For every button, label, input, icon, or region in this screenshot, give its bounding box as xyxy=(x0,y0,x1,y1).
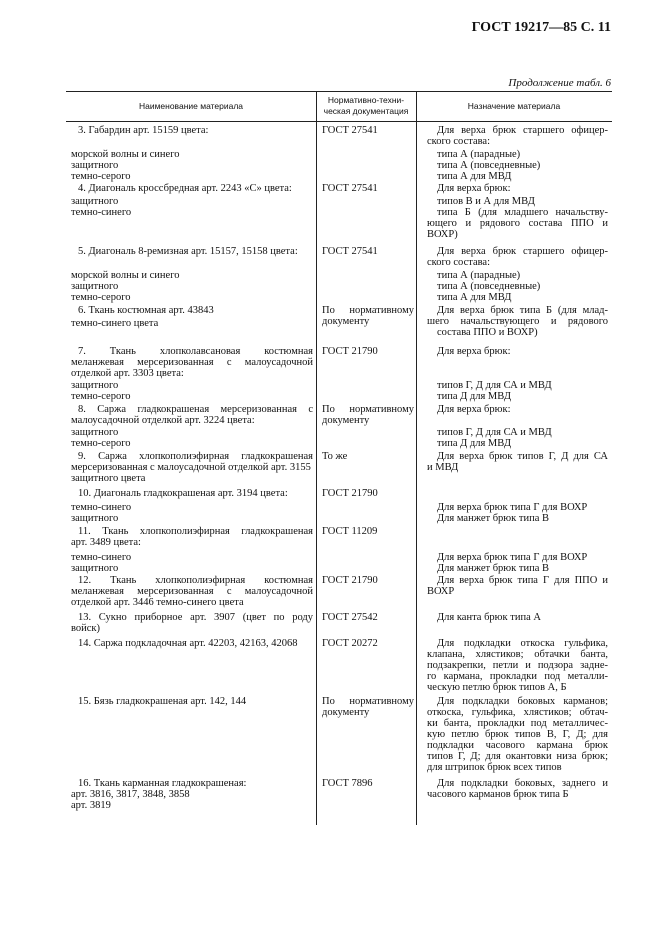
purpose-cell: ческую петлю брюк типов А, Б xyxy=(427,682,567,693)
purpose-cell: Для подкладки боковых, заднего и xyxy=(437,778,608,789)
material-cell: морской волны и синего xyxy=(71,149,180,160)
material-cell: 13. Сукно приборное арт. 3907 (цвет по роду xyxy=(78,612,313,623)
material-cell: защитного xyxy=(71,563,119,574)
documentation-cell: ГОСТ 20272 xyxy=(322,638,378,649)
material-cell: меланжевая мерсеризованная с малоусадочной xyxy=(71,357,313,368)
material-cell: темно-серого xyxy=(71,171,131,182)
purpose-cell: типа А (парадные) xyxy=(437,270,521,281)
purpose-cell: Для верха брюк типа Б (для млад- xyxy=(437,305,608,316)
material-cell: защитного цвета xyxy=(71,473,146,484)
material-cell: 8. Саржа гладкокрашеная мерсеризованная с xyxy=(78,404,313,415)
material-cell: 3. Габардин арт. 15159 цвета: xyxy=(78,125,209,136)
material-cell: темно-синего xyxy=(71,552,132,563)
purpose-cell: Для верха брюк старшего офицер- xyxy=(437,246,608,257)
purpose-cell: типа А для МВД xyxy=(437,292,512,303)
material-cell: 12. Ткань хлопкополиэфирная костюмная xyxy=(78,575,313,586)
purpose-cell: типов Г, Д; для окантовки низа брюк; xyxy=(427,751,608,762)
material-cell: 9. Саржа хлопкополиэфирная гладкокрашеная xyxy=(78,451,313,462)
purpose-cell: Для верха брюк старшего офицер- xyxy=(437,125,608,136)
material-cell: темно-серого xyxy=(71,292,131,303)
column-divider xyxy=(416,91,417,825)
documentation-cell: По нормативному xyxy=(322,404,414,415)
purpose-cell: типа Д для МВД xyxy=(437,391,512,402)
material-cell: 14. Саржа подкладочная арт. 42203, 42163, 42068 xyxy=(78,638,298,649)
column-header-purpose: Назначение материала xyxy=(467,100,561,111)
column-header-documentation xyxy=(316,91,416,121)
purpose-cell: кую петлю брюк типов В, Г, Д; для xyxy=(427,729,608,740)
material-cell: 16. Ткань карманная гладкокрашеная: xyxy=(78,778,247,789)
purpose-cell: состава ППО и ВОХР) xyxy=(437,327,538,338)
purpose-cell: Для верха брюк: xyxy=(437,183,511,194)
material-cell: темно-серого xyxy=(71,391,131,402)
purpose-cell: типа А для МВД xyxy=(437,171,512,182)
purpose-cell: Для верха брюк типа Г для ВОХР xyxy=(437,502,588,513)
documentation-cell: ГОСТ 7896 xyxy=(322,778,373,789)
purpose-cell: ВОХР) xyxy=(427,229,458,240)
material-cell: арт. 3819 xyxy=(71,800,111,811)
documentation-cell: ГОСТ 21790 xyxy=(322,346,378,357)
purpose-cell: типов Г, Д для СА и МВД xyxy=(437,427,552,438)
purpose-cell: часового карманов брюк типа Б xyxy=(427,789,569,800)
material-cell: защитного xyxy=(71,380,119,391)
purpose-cell: ки банта, прокладки под металличес- xyxy=(427,718,608,729)
purpose-cell: типа А (повседневные) xyxy=(437,281,541,292)
material-cell: морской волны и синего xyxy=(71,270,180,281)
purpose-cell: ского состава: xyxy=(427,136,491,147)
documentation-cell: ГОСТ 21790 xyxy=(322,488,378,499)
documentation-cell: документу xyxy=(322,707,370,718)
purpose-cell: шего начальствующего и рядового xyxy=(427,316,608,327)
documentation-cell: По нормативному xyxy=(322,696,414,707)
purpose-cell: откоска, гульфика, хлястиков; обтач- xyxy=(427,707,608,718)
page-header-title: ГОСТ 19217—85 С. 11 xyxy=(471,20,611,35)
documentation-cell: ГОСТ 27542 xyxy=(322,612,378,623)
purpose-cell: клапана, хлястиков; обтачки банта, xyxy=(427,649,608,660)
material-cell: темно-синего xyxy=(71,207,132,218)
material-cell: 10. Диагональ гладкокрашеная арт. 3194 цвета: xyxy=(78,488,288,499)
purpose-cell: го кармана, прокладки под металли- xyxy=(427,671,608,682)
purpose-cell: Для верха брюк типа Г для ВОХР xyxy=(437,552,588,563)
purpose-cell: Для канта брюк типа А xyxy=(437,612,541,623)
purpose-cell: типа Б (для младшего начальству- xyxy=(437,207,608,218)
material-cell: меланжевая мерсеризованная с малоусадочной xyxy=(71,586,313,597)
material-cell: отделкой арт. 3446 темно-синего цвета xyxy=(71,597,244,608)
material-cell: темно-синего xyxy=(71,502,132,513)
documentation-cell: По нормативному xyxy=(322,305,414,316)
material-cell: темно-серого xyxy=(71,438,131,449)
purpose-cell: для штрипок брюк всех типов xyxy=(427,762,562,773)
documentation-cell: ГОСТ 27541 xyxy=(322,246,378,257)
documentation-cell: ГОСТ 11209 xyxy=(322,526,378,537)
purpose-cell: типов В и А для МВД xyxy=(437,196,535,207)
material-cell: защитного xyxy=(71,160,119,171)
documentation-cell: ГОСТ 21790 xyxy=(322,575,378,586)
material-cell: 5. Диагональ 8-ремизная арт. 15157, 15158 цвета: xyxy=(78,246,298,257)
documentation-cell: документу xyxy=(322,415,370,426)
column-header-material: Наименование материала xyxy=(138,100,244,111)
material-cell: защитного xyxy=(71,281,119,292)
material-cell: 11. Ткань хлопкополиэфирная гладкокрашеная xyxy=(78,526,313,537)
purpose-cell: типов Г, Д для СА и МВД xyxy=(437,380,552,391)
purpose-cell: Для манжет брюк типа В xyxy=(437,563,549,574)
purpose-cell: типа Д для МВД xyxy=(437,438,512,449)
materials-table xyxy=(66,91,612,825)
material-cell: 6. Ткань костюмная арт. 43843 xyxy=(78,305,214,316)
purpose-cell: Для манжет брюк типа В xyxy=(437,513,549,524)
purpose-cell: Для верха брюк типов Г, Д для СА xyxy=(437,451,608,462)
material-cell: 4. Диагональ кроссбредная арт. 2243 «С» цвета: xyxy=(78,183,292,194)
purpose-cell: Для верха брюк: xyxy=(437,346,511,357)
purpose-cell: ВОХР xyxy=(427,586,455,597)
material-cell: защитного xyxy=(71,513,119,524)
material-cell: защитного xyxy=(71,427,119,438)
purpose-cell: Для верха брюк: xyxy=(437,404,511,415)
purpose-cell: Для подкладки откоска гульфика, xyxy=(437,638,608,649)
material-cell: мерсеризованная с малоусадочной отделкой арт. 3155 xyxy=(71,462,311,473)
purpose-cell: Для верха брюк типа Г для ППО и xyxy=(437,575,608,586)
material-cell: защитного xyxy=(71,196,119,207)
material-cell: темно-синего цвета xyxy=(71,318,159,329)
material-cell: арт. 3489 цвета: xyxy=(71,537,141,548)
documentation-cell: документу xyxy=(322,316,370,327)
material-cell: малоусадочной отделкой арт. 3224 цвета: xyxy=(71,415,255,426)
material-cell: 15. Бязь гладкокрашеная арт. 142, 144 xyxy=(78,696,247,707)
column-header-documentation-text: Нормативно-техни- ческая документация xyxy=(323,95,409,116)
purpose-cell: Для подкладки боковых карманов; xyxy=(437,696,608,707)
purpose-cell: типа А (парадные) xyxy=(437,149,521,160)
material-cell: 7. Ткань хлопколавсановая костюмная xyxy=(78,346,313,357)
column-divider xyxy=(316,91,317,825)
documentation-cell: ГОСТ 27541 xyxy=(322,183,378,194)
purpose-cell: типа А (повседневные) xyxy=(437,160,541,171)
purpose-cell: подкладки часового кармана брюк xyxy=(427,740,608,751)
table-continuation-label: Продолжение табл. 6 xyxy=(508,77,611,89)
purpose-cell: и МВД xyxy=(427,462,459,473)
purpose-cell: ющего и рядового состава ППО и xyxy=(427,218,608,229)
purpose-cell: ского состава: xyxy=(427,257,491,268)
material-cell: войск) xyxy=(71,623,101,634)
material-cell: отделкой арт. 3303 цвета: xyxy=(71,368,184,379)
purpose-cell: подзакрепки, петли и подзора задне- xyxy=(427,660,608,671)
documentation-cell: То же xyxy=(322,451,348,462)
table-header-rule xyxy=(66,121,612,122)
documentation-cell: ГОСТ 27541 xyxy=(322,125,378,136)
material-cell: арт. 3816, 3817, 3848, 3858 xyxy=(71,789,190,800)
